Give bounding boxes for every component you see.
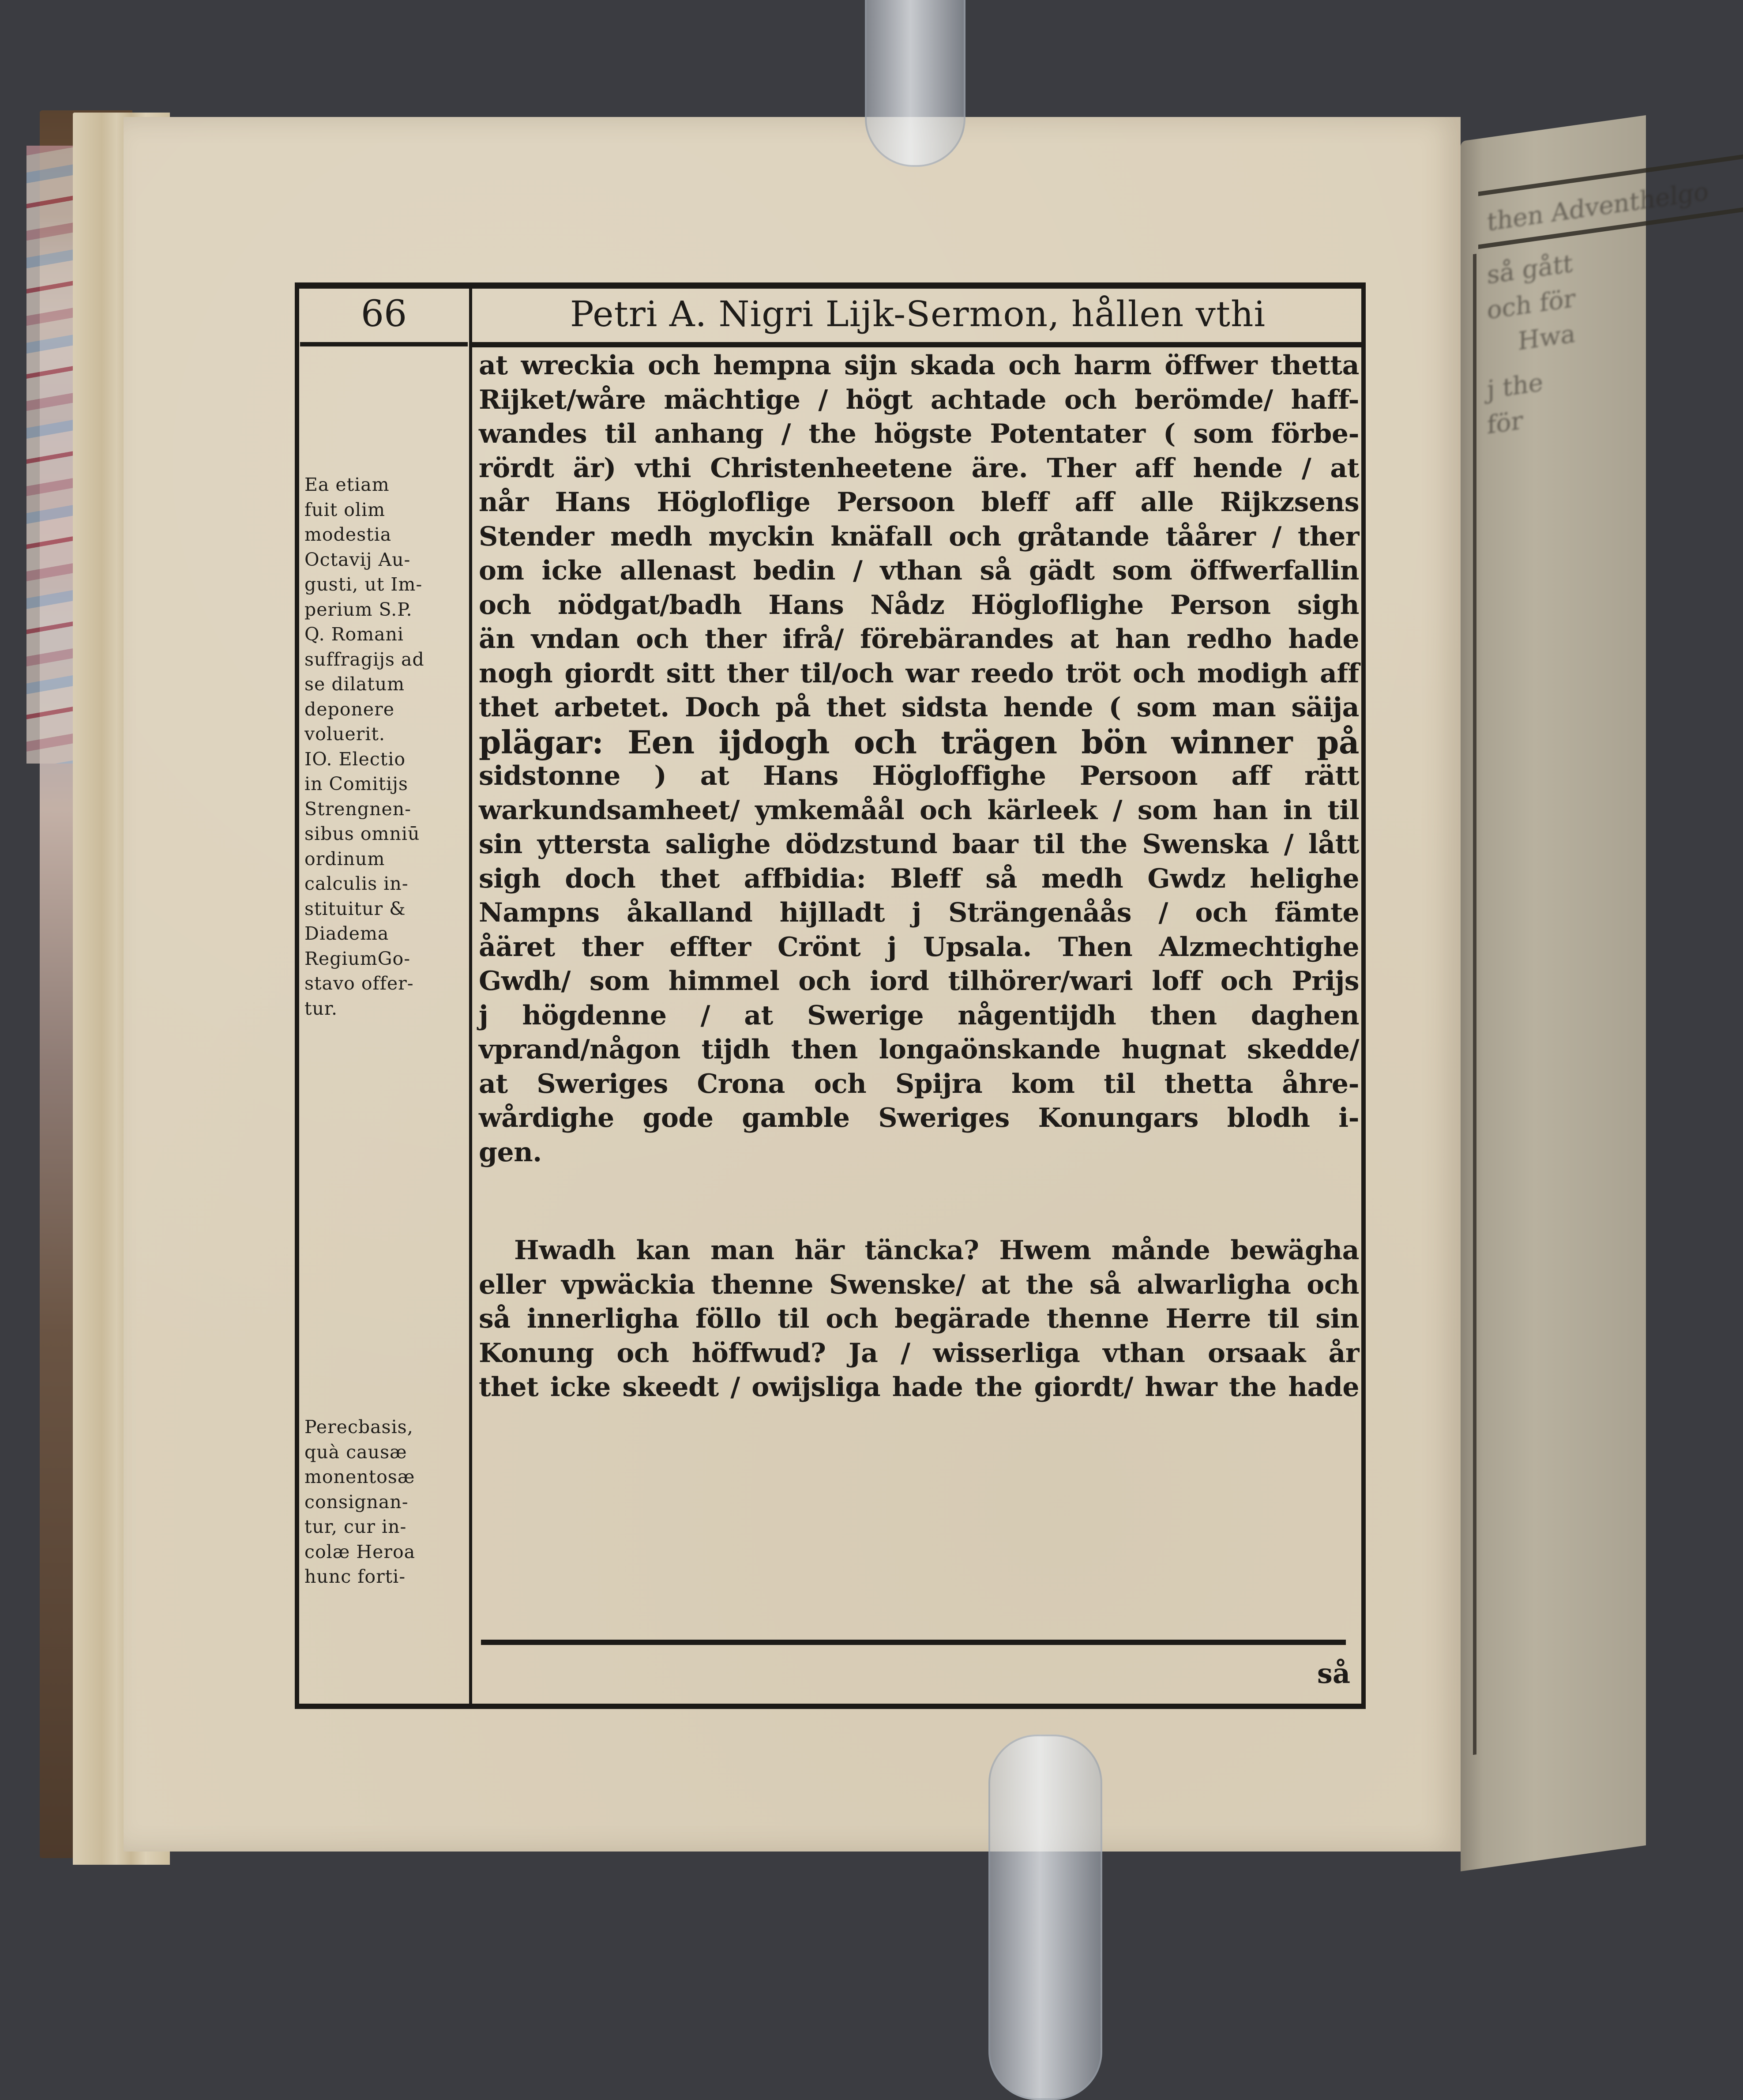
text-line: eller vpwäckia thenne Swenske/ at the så alwarligha och: [479, 1269, 1359, 1300]
facing-page-line: för: [1487, 406, 1523, 440]
facing-page-margin-rule: [1473, 254, 1476, 1755]
text-line: än vndan och ther ifrå/ förebärandes at han redho hade: [479, 624, 1359, 655]
margin-note-line: deponere: [304, 698, 394, 720]
text-line: thet arbetet. Doch på thet sidsta hende ( som man säija: [479, 692, 1359, 723]
margin-note-line: IO. Electio: [304, 748, 406, 770]
text-line: och nödgat/badh Hans Nådz Högloflighe Person sigh: [479, 589, 1359, 621]
margin-note-line: gusti, ut Im-: [304, 574, 423, 595]
text-line: sigh doch thet affbidia: Bleff så medh Gwdz helighe: [479, 863, 1359, 894]
text-line: wandes til anhang / the högste Potentater ( som förbe-: [479, 418, 1359, 449]
margin-column-divider: [469, 287, 472, 1704]
page-clip-top: [865, 0, 965, 167]
margin-note-line: suffragijs ad: [304, 648, 424, 670]
margin-note-line: hunc forti-: [304, 1566, 406, 1587]
facing-page-line: Hwa: [1518, 319, 1576, 356]
facing-page-line: och för: [1487, 284, 1576, 325]
text-line: åäret ther effter Crönt j Upsala. Then Alzmechtighe: [479, 931, 1359, 963]
text-line: nogh giordt sitt ther til/och war reedo tröt och modigh aff: [479, 658, 1359, 689]
text-line: rördt är) vthi Christenheetene äre. Ther aff hende / at: [479, 452, 1359, 484]
margin-note-line: tur, cur in-: [304, 1516, 407, 1537]
margin-note-line: fuit olim: [304, 499, 385, 520]
margin-note-line: calculis in-: [304, 873, 409, 894]
text-line: gen.: [479, 1137, 542, 1168]
text-line: Gwdh/ som himmel och iord tilhörer/wari loff och Prijs: [479, 966, 1359, 997]
frame-left-rule: [295, 282, 299, 1708]
margin-note-line: RegiumGo-: [304, 948, 411, 969]
text-line: vprand/någon tijdh then longaönskande hugnat skedde/: [479, 1034, 1359, 1065]
catchword: så: [1317, 1657, 1350, 1690]
margin-note-line: consignan-: [304, 1491, 409, 1513]
text-bottom-rule: [481, 1640, 1346, 1645]
frame-right-rule: [1361, 282, 1366, 1708]
margin-note-line: Perecbasis,: [304, 1416, 413, 1438]
proverb-line: plägar: Een ijdogh och trägen bön winner på: [479, 723, 1359, 761]
facing-page: [1461, 115, 1709, 1871]
facing-page-line: så gått: [1487, 249, 1573, 290]
text-line: Nampns åkalland hijlladt j Strängenåås / och fämte: [479, 897, 1359, 928]
text-line: at Sweriges Crona och Spijra kom til thetta åhre-: [479, 1068, 1359, 1099]
margin-note-line: Ea etiam: [304, 474, 390, 495]
margin-note-line: stituitur &: [304, 898, 406, 919]
text-line: Konung och höffwud? Ja / wisserliga vthan orsaak år: [479, 1337, 1359, 1369]
paragraph-gap: [479, 1170, 1359, 1234]
margin-note-line: Strengnen-: [304, 798, 412, 820]
margin-note-line: perium S.P.: [304, 598, 413, 620]
text-line: så innerligha föllo til och begärade thenne Herre til sin: [479, 1303, 1359, 1334]
margin-note-line: stavo offer-: [304, 973, 414, 994]
margin-note-line: Diadema: [304, 923, 389, 944]
margin-note-line: quà causæ: [304, 1441, 407, 1463]
text-line: om icke allenast bedin / vthan så gädt som öffwerfallin: [479, 555, 1359, 586]
text-line: warkundsamheet/ ymkemåål och kärleek / som han in til: [479, 794, 1359, 826]
margin-note-line: modestia: [304, 524, 392, 545]
page-clip-bottom: [988, 1735, 1102, 2100]
text-line: sin yttersta salighe dödzstund baar til the Swenska / lått: [479, 829, 1359, 860]
text-line: når Hans Högloflige Persoon bleff aff alle Rijkzsens: [479, 487, 1359, 518]
margin-note-line: in Comitijs: [304, 773, 408, 794]
margin-note-line: monentosæ: [304, 1466, 415, 1487]
frame-bottom-rule: [295, 1704, 1366, 1709]
header-rule: [472, 342, 1361, 347]
margin-note-line: Q. Romani: [304, 624, 404, 645]
margin-note-line: voluerit.: [304, 723, 385, 745]
page-number: 66: [361, 293, 407, 335]
text-line: Rijket/wåre mächtige / högt achtade och berömde/ haff-: [479, 384, 1359, 415]
text-line: Hwadh kan man här täncka? Hwem månde bewägha: [514, 1235, 1359, 1266]
margin-note-line: tur.: [304, 997, 338, 1019]
margin-note-2: [304, 1415, 468, 1589]
margin-note-line: ordinum: [304, 848, 385, 869]
text-line: j högdenne / at Swerige någentijdh then daghen: [479, 1000, 1359, 1031]
margin-header-rule: [300, 342, 468, 346]
margin-note-line: Octavij Au-: [304, 549, 411, 570]
margin-note-line: colæ Heroa: [304, 1541, 416, 1562]
text-line: wårdighe gode gamble Sweriges Konungars blodh i-: [479, 1103, 1359, 1133]
margin-note-line: se dilatum: [304, 674, 405, 695]
text-line: at wreckia och hempna sijn skada och harm öffwer thetta: [479, 350, 1359, 381]
facing-page-line: j the: [1487, 368, 1543, 405]
body-text: [479, 349, 1359, 1405]
running-head: Petri A. Nigri Lijk-Sermon, hållen vthi: [570, 294, 1266, 335]
margin-note-1: [304, 472, 468, 1021]
text-line: Stender medh myckin knäfall och gråtande tåårer / ther: [479, 521, 1359, 552]
text-line: thet icke skeedt / owijsliga hade the giordt/ hwar the hade: [479, 1372, 1359, 1403]
margin-note-line: sibus omniū: [304, 823, 420, 844]
facing-page-head-fragment: then Adventhelgo: [1487, 177, 1709, 237]
text-line: sidstonne ) at Hans Högloffighe Persoon aff rätt: [479, 760, 1359, 791]
